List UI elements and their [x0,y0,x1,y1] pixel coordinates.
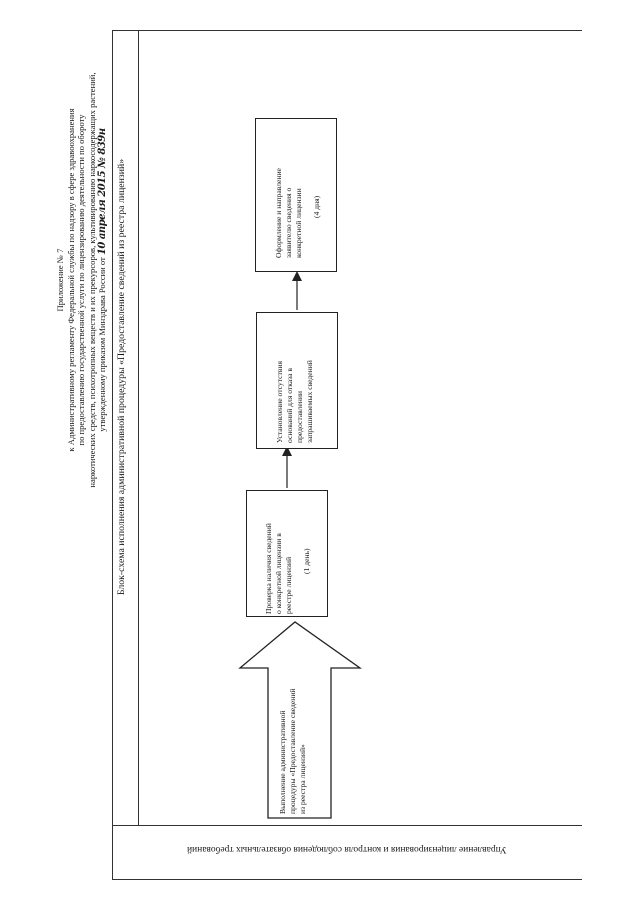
refusal-grounds-text: Установление отсутствия оснований для отказа в предоставлении запрашиваемых сведений [275,360,314,443]
appendix-number: Приложение № 7 [55,248,65,312]
header-line-2: по предоставлению государственной услуги по лицензированию деятельности по обороту [76,114,87,446]
issue-info-text: Оформление и направление заявителю сведения о конкретной лицензии (4 дня) [274,168,321,258]
header-line-1: к Административному регламенту Федеральной службы по надзору в сфере здравоохранения [65,108,76,452]
header-line-4: утвержденному приказом Минздрава России от [97,257,108,432]
header-line-3: наркотических средств, психотропных веществ и их прекурсоров, культивированию наркосодержащих растений, [86,72,97,488]
department-label: Управление лицензирования и контроля соблюдения обязательных требований [187,844,507,854]
start-block-text: Выполнение административной процедуры «Предоставление сведений из реестра лицензий» [278,688,307,814]
check-registry-text: Проверка наличия сведений о конкретной лицензии в реестре лицензий (1 день) [264,523,311,614]
arrow-head-2 [292,271,302,281]
scheme-title: Блок-схема исполнения административной процедуры «Предоставление сведений из реестра лицензий» [116,158,127,596]
handwritten-date-signature: 10 апреля 2015 № 839н [97,128,109,256]
